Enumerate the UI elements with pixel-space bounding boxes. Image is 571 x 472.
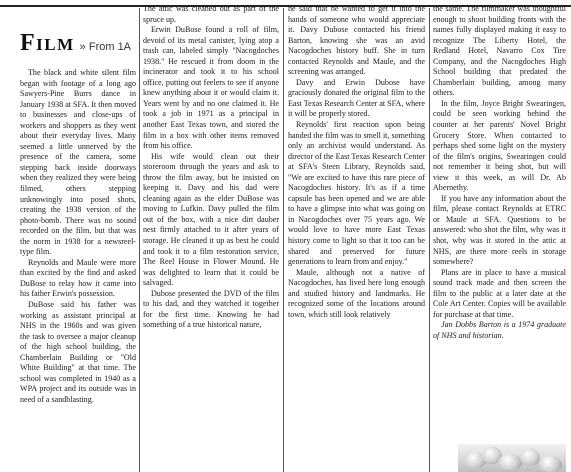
paragraph: In the film, Joyce Bright Swearingen, could be seen working behind the counter at her parents' Novel Bright Grocery Store. When contacted to perhaps shed some light on the mystery of the film's origins, Swearingen could not remember it being shot, but will view it this week, as will Dr. Ab Abernethy.: [433, 98, 566, 193]
photo-petal: [538, 456, 562, 472]
article-column-2: [143, 4, 279, 331]
photo-petal: [498, 454, 522, 470]
paragraph: Maule, although not a native of Nacogdoches, has lived here long enough and studied history and landmarks. He recognized some of the locations around town, which still look relatively: [288, 267, 425, 319]
paragraph: Plans are in place to have a musical sound track made and then screen the film to the public at a later date at the Cole Art Center. Copies will be available for purchase at that time.: [433, 267, 566, 319]
headline-title: Film: [20, 30, 75, 56]
paragraph: DuBose said his father was working as assistant principal at NHS in the 1960s and was given the task to oversee a major cleanup of the high school building, the Chamberlain Building or "Old White Building" at that time. The school was completed in 1940 as a WPA project and its outside was in need of a sandblasting.: [20, 300, 136, 404]
paragraph: His wife would clean out their storeroom through the years and ask to throw the film away, but he insisted on keeping it. Davy and his dad were cleaning again as the elder DuBose was moving to Lufkin. Davy pulled the film out of the box, with a nice dirt dauber nest firmly attached to it after years of storage. He cleaned it up as best he could and took it to a film restoration service, The Reel House in Flower Mound. He was delighted to learn that it could be salvaged.: [143, 151, 279, 288]
paragraph: the same. The filmmaker was thoughtful enough to shoot building fronts with the names fully displayed making it easy to recognize The Liberty Hotel, the Redland Hotel, Navarro Cox Tire Company, and the Nacogdoches High School building that predated the Chamberlain building, among many others.: [433, 4, 566, 98]
article-column-3: [288, 4, 425, 320]
paragraph: If you have any information about the film, please contact Reynolds at ETRC or Maule at SFA. Questions to be answered: who shot the film, why was it shot, why was it stored in the attic at NHS, are there more reels in storage somewhere?: [433, 193, 566, 267]
paragraph: Reynolds and Maule were more than excited by the find and asked DuBose to relay how it came into his father Erwin's possession.: [20, 257, 136, 299]
jump-line: » From 1A: [79, 41, 132, 53]
paragraph: The black and white silent film began with footage of a long ago Sawyers-Pine Burrs dance in January 1938 at SFA. It then moved to businesses and close-ups of workers and shoppers as they went about their everyday lives. Many seemed a little unnerved by the presence of the camera, some stepping back inside doorways when they realized they were being filmed, others stepping unknowingly into posed shots, creating the 1938 version of the photo-bomb. There was no sound recorded on the film, but that was the norm in 1938 for a newsreel-type film.: [20, 68, 136, 257]
paragraph: Erwin DuBose found a roll of film, devoid of its metal canister, lying atop a trash can, labeled simply "Nacogdoches 1938." He rescued it from doom in the incinerator and took it to his school office, putting out feelers to see if anyone knew anything about it or would claim it. Years went by and no one claimed it. He took a job in 1971 as a principal in another East Texas town, and stored the film in a box with other items removed from his office.: [143, 25, 279, 151]
article-column-1: [20, 0, 136, 406]
paragraph: Reynolds' first reaction upon being handed the film was to smell it, something only an archivist would understand. As director of the East Texas Research Center at SFA's Steen Library, Reynolds said, "We are excited to have this rare piece of Nacogdoches history. It's as if a time capsule has been opened and we are able to have a glimpse into what was going on in Nacogdoches over 75 years ago. We would love to have more East Texas history come to light so that it too can be shared and preserved for future generations to learn from and enjoy.": [288, 120, 425, 267]
column-divider: [429, 8, 430, 472]
paragraph: he said that he wanted to get it into the hands of someone who would appreciate it. Davy Dubose contacted his friend Barton, knowing she was an avid Nacogdoches history buff. She in turn contacted Reynolds and Maule, and the screening was arranged.: [288, 4, 425, 77]
flower-photo: [458, 444, 566, 472]
article-column-4: [433, 4, 566, 342]
column-divider: [283, 8, 284, 472]
paragraph: The attic was cleaned out as part of the spruce up.: [143, 4, 279, 24]
column-divider: [139, 8, 140, 472]
paragraph: Dubose presented the DVD of the film to his dad, and they watched it together for the first time. Knowing he had something of a true historical nature,: [143, 288, 279, 330]
author-signature: Jan Dobbs Barton is a 1974 graduate of NHS and historian.: [433, 320, 566, 340]
photo-petal: [520, 448, 540, 466]
headline: [20, 30, 131, 57]
paragraph: Davy and Erwin Dubose have graciously donated the original film to the East Texas Research Center at SFA, where it will be properly stored.: [288, 77, 426, 119]
